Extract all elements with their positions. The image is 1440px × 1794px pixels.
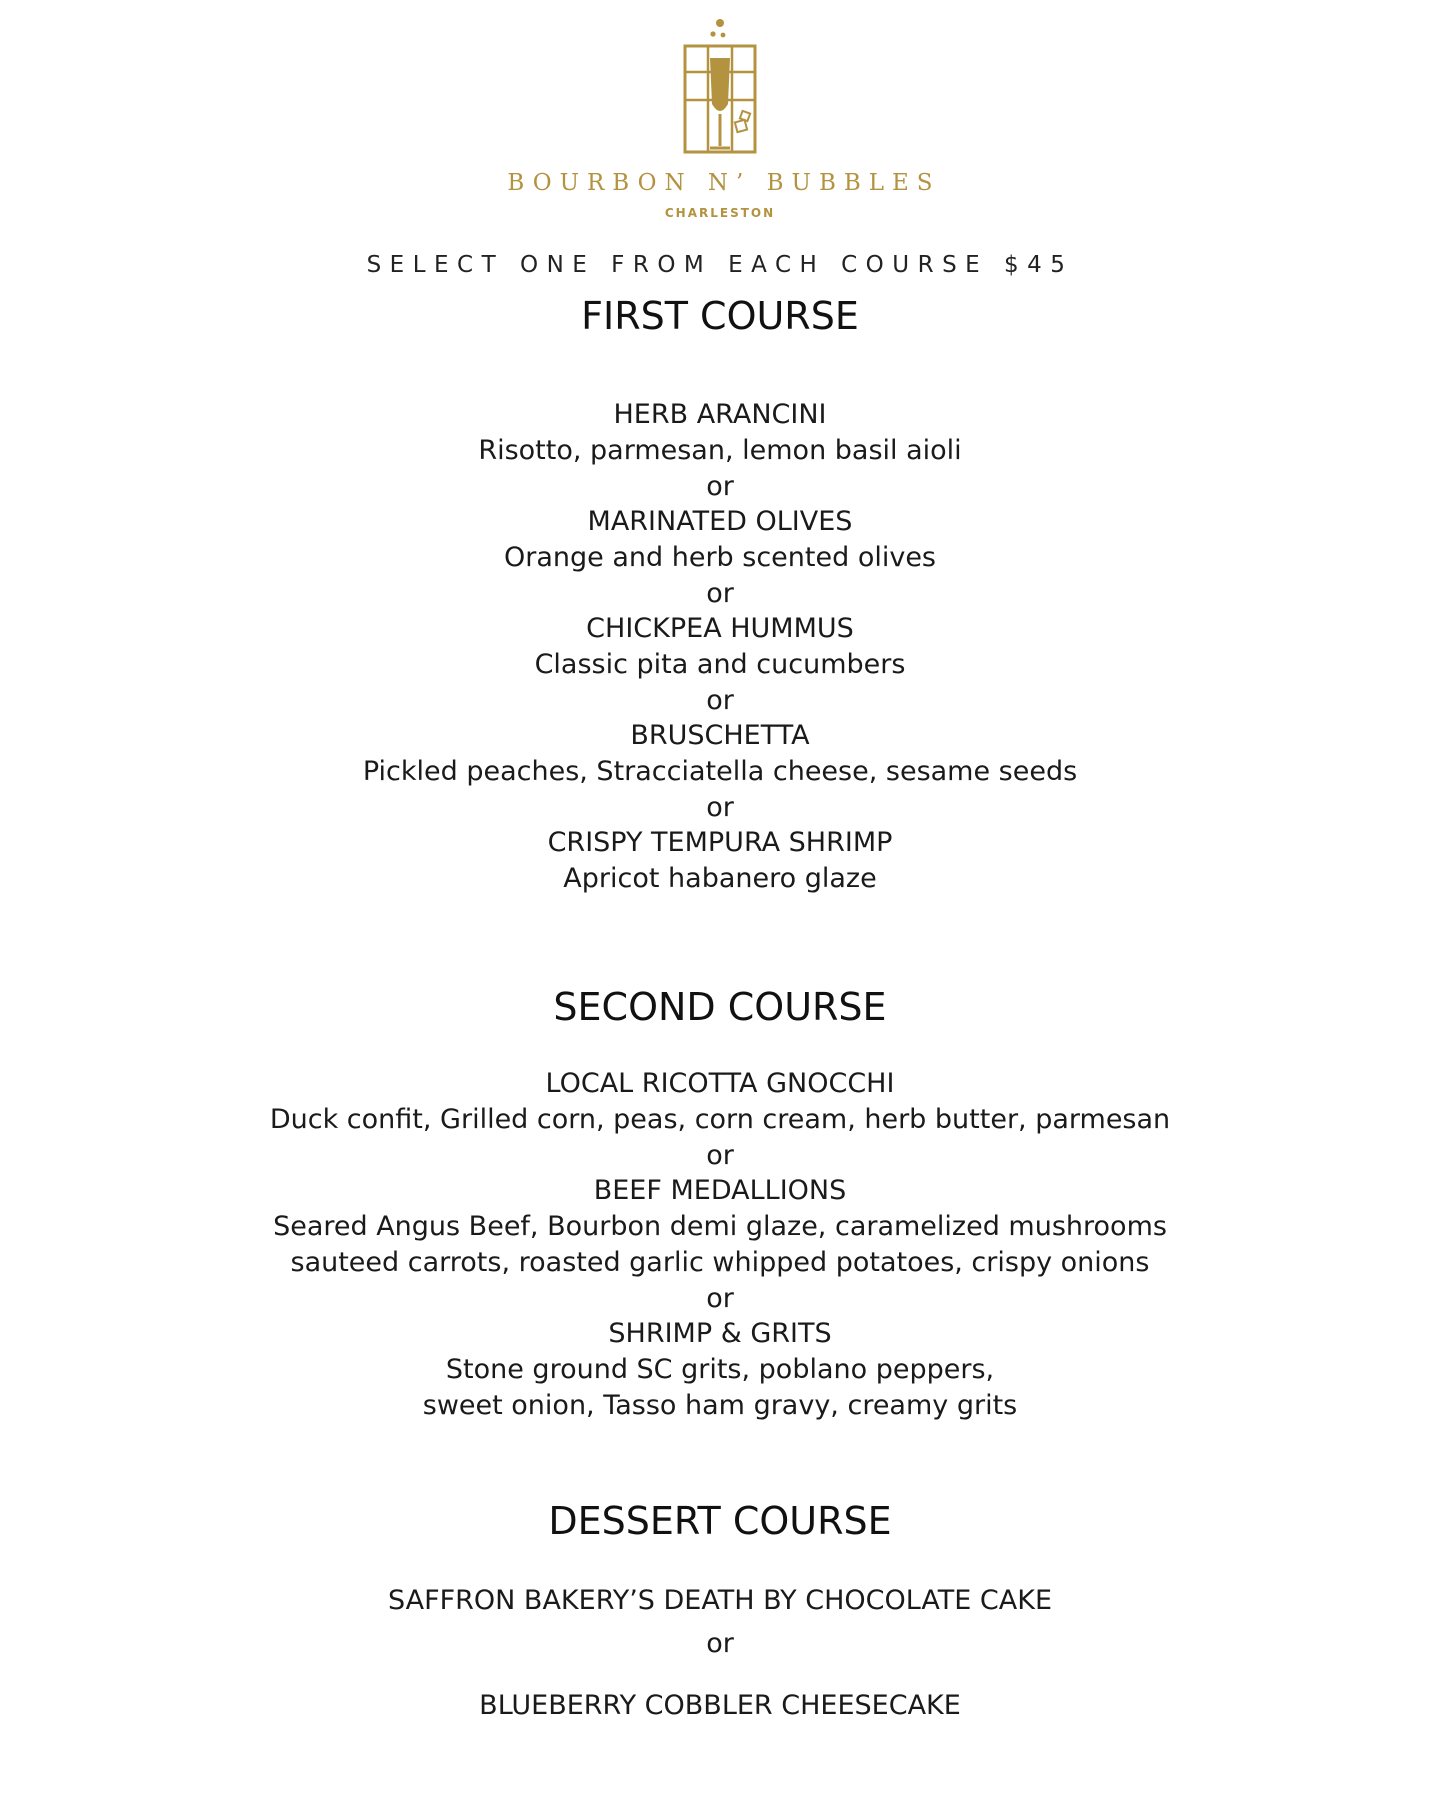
or-separator: or (706, 792, 734, 823)
first-course-item-desc: Orange and herb scented olives (504, 542, 936, 573)
champagne-glass-ice-icon (680, 18, 760, 156)
brand-city: CHARLESTON (664, 206, 776, 220)
or-separator: or (706, 471, 734, 502)
first-course-item-name: CHICKPEA HUMMUS (586, 613, 854, 644)
dessert-course-title: DESSERT COURSE (548, 1499, 892, 1543)
second-course-item-name: LOCAL RICOTTA GNOCCHI (545, 1068, 895, 1099)
menu-tagline: SELECT ONE FROM EACH COURSE $45 (366, 252, 1074, 278)
second-course-item-name: SHRIMP & GRITS (608, 1318, 832, 1349)
second-course-item-desc: sauteed carrots, roasted garlic whipped potatoes, crispy onions (290, 1247, 1150, 1278)
first-course-item-desc: Classic pita and cucumbers (534, 649, 906, 680)
or-separator: or (706, 578, 734, 609)
second-course-item-desc: sweet onion, Tasso ham gravy, creamy grits (422, 1390, 1018, 1421)
second-course-item-desc: Stone ground SC grits, poblano peppers, (445, 1354, 995, 1385)
or-separator: or (706, 685, 734, 716)
first-course-item-desc: Pickled peaches, Stracciatella cheese, sesame seeds (362, 756, 1078, 787)
brand-logo (0, 18, 1440, 220)
first-course-item-name: BRUSCHETTA (630, 720, 810, 751)
first-course-item-name: HERB ARANCINI (613, 399, 827, 430)
first-course-item-desc: Risotto, parmesan, lemon basil aioli (478, 435, 962, 466)
or-separator: or (706, 1628, 734, 1659)
first-course-item-desc: Apricot habanero glaze (563, 863, 877, 894)
second-course-title: SECOND COURSE (553, 985, 887, 1029)
first-course-title: FIRST COURSE (581, 294, 859, 338)
first-course-item-name: CRISPY TEMPURA SHRIMP (547, 827, 893, 858)
or-separator: or (706, 1283, 734, 1314)
second-course-item-desc: Seared Angus Beef, Bourbon demi glaze, caramelized mushrooms (273, 1211, 1167, 1242)
or-separator: or (706, 1140, 734, 1171)
second-course-item-desc: Duck confit, Grilled corn, peas, corn cream, herb butter, parmesan (269, 1104, 1171, 1135)
dessert-course-item-name: BLUEBERRY COBBLER CHEESECAKE (479, 1690, 961, 1721)
brand-name: BOURBON N’ BUBBLES (507, 170, 941, 196)
second-course-item-name: BEEF MEDALLIONS (593, 1175, 847, 1206)
dessert-course-item-name: SAFFRON BAKERY’S DEATH BY CHOCOLATE CAKE (387, 1585, 1053, 1616)
first-course-item-name: MARINATED OLIVES (587, 506, 853, 537)
